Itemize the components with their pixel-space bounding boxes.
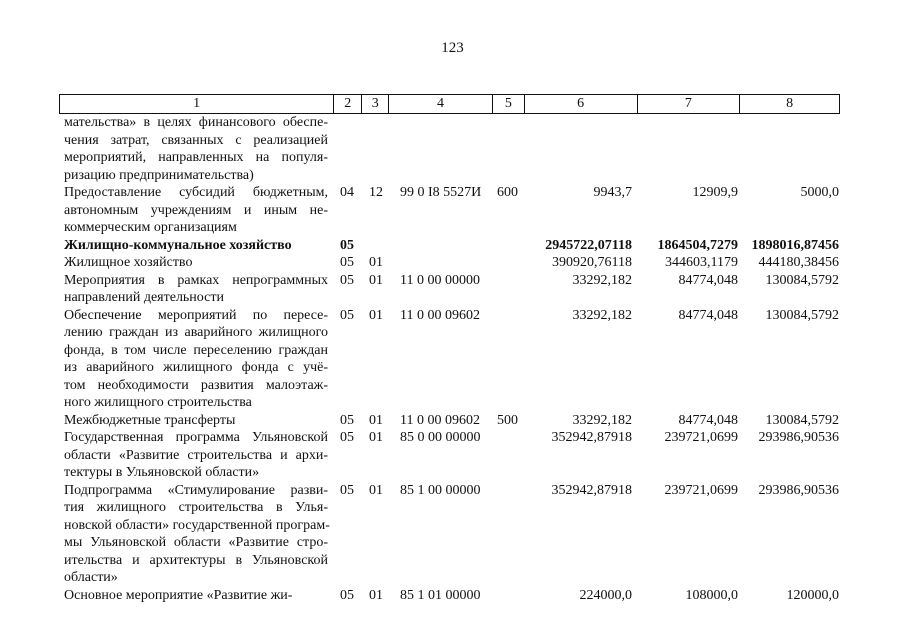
row-cell-v8: 130084,5792 <box>765 412 839 428</box>
row-cell-v8: 293986,90536 <box>758 430 839 445</box>
table-row <box>0 587 905 605</box>
header-cell-3: 3 <box>362 95 389 113</box>
row-cell-pr: 01 <box>369 272 383 288</box>
row-name-line: фонда, в том числе переселению граждан <box>64 342 328 358</box>
row-cell-v6: 2945722,07118 <box>545 237 632 253</box>
row-name <box>64 587 328 605</box>
row-cell-csr: 11 0 00 09602 <box>400 412 480 428</box>
row-cell-rz: 05 <box>340 307 354 323</box>
row-cell-pr: 01 <box>369 587 383 603</box>
row-name-line: ительства и архитектуры в Ульяновской <box>64 552 328 568</box>
row-cell-v8: 444180,38456 <box>758 255 839 270</box>
row-name-line: мероприятий, направленных на популя- <box>64 150 328 165</box>
row-name-line: области» <box>64 570 118 585</box>
row-name-line: тия жилищного строительства в Улья- <box>64 500 328 515</box>
row-cell-pr: 01 <box>369 307 383 323</box>
row-name <box>64 254 328 272</box>
row-cell-pr: 01 <box>369 412 383 428</box>
table-header-row <box>59 94 840 114</box>
row-name-line: Предоставление субсидий бюджетным, <box>64 185 328 200</box>
row-cell-v7: 239721,0699 <box>664 482 738 498</box>
row-name-line: новской области» государственной програм- <box>64 517 330 533</box>
row-name-line: области «Развитие строительства и архи- <box>64 447 328 463</box>
table-row <box>0 482 905 587</box>
row-cell-vr: 600 <box>497 185 518 200</box>
table-row <box>0 272 905 307</box>
table-row <box>0 184 905 237</box>
row-cell-pr: 01 <box>369 482 383 498</box>
row-cell-v7: 239721,0699 <box>664 430 738 445</box>
row-cell-v7: 84774,048 <box>678 272 738 288</box>
row-name-line: ного жилищного строительства <box>64 395 252 410</box>
row-name-line: из аварийного жилищного фонда с учё- <box>64 360 328 375</box>
row-cell-v7: 84774,048 <box>678 412 738 428</box>
row-cell-v6: 352942,87918 <box>551 430 632 445</box>
row-cell-v6: 33292,182 <box>572 412 632 428</box>
row-cell-v8: 293986,90536 <box>758 482 839 498</box>
row-cell-vr: 500 <box>497 412 518 428</box>
row-cell-rz: 05 <box>340 255 354 270</box>
table-row <box>0 429 905 482</box>
row-name <box>64 237 328 255</box>
page-number: 123 <box>441 40 464 56</box>
table-row <box>0 237 905 255</box>
row-name-line: мы Ульяновской области «Развитие стро- <box>64 535 328 550</box>
row-name-line: чения затрат, связанных с реализацией <box>64 132 328 148</box>
row-cell-v6: 352942,87918 <box>551 482 632 498</box>
row-cell-v7: 344603,1179 <box>665 255 738 270</box>
row-name <box>64 114 328 184</box>
row-cell-v8: 120000,0 <box>786 587 839 603</box>
row-name <box>64 429 328 482</box>
row-name-line: лению граждан из аварийного жилищного <box>64 325 328 340</box>
row-cell-rz: 04 <box>340 185 354 200</box>
row-name-line: Государственная программа Ульяновской <box>64 430 328 445</box>
row-cell-csr: 11 0 00 00000 <box>400 272 480 288</box>
row-cell-csr: 11 0 00 09602 <box>400 307 480 323</box>
row-cell-pr: 12 <box>369 185 383 200</box>
row-name-line: Межбюджетные трансферты <box>64 412 236 428</box>
row-cell-v7: 84774,048 <box>678 307 738 323</box>
row-cell-v8: 130084,5792 <box>765 307 839 323</box>
table-row <box>0 307 905 412</box>
table-row <box>0 254 905 272</box>
row-cell-rz: 05 <box>340 587 354 603</box>
row-cell-pr: 01 <box>369 255 383 270</box>
row-cell-v7: 108000,0 <box>685 587 738 603</box>
row-name <box>64 184 328 237</box>
row-name <box>64 272 328 307</box>
row-name-line: направлений деятельности <box>64 290 224 305</box>
row-cell-rz: 05 <box>340 237 354 253</box>
row-cell-v6: 390920,76118 <box>552 255 632 270</box>
row-cell-csr: 85 1 00 00000 <box>400 482 481 498</box>
row-name <box>64 412 328 430</box>
table-row <box>0 412 905 430</box>
table-row <box>0 114 905 184</box>
row-cell-v7: 1864504,7279 <box>657 237 738 253</box>
row-cell-v8: 130084,5792 <box>765 272 839 288</box>
header-cell-4: 4 <box>389 95 493 113</box>
row-name-line: Жилищно-коммунальное хозяйство <box>64 237 292 253</box>
row-cell-v8: 1898016,87456 <box>751 237 839 253</box>
row-cell-v6: 33292,182 <box>572 307 632 323</box>
row-cell-rz: 05 <box>340 272 354 288</box>
row-name-line: тектуры в Ульяновской области» <box>64 465 260 480</box>
header-cell-6: 6 <box>525 95 638 113</box>
header-cell-8: 8 <box>786 96 794 111</box>
row-name <box>64 307 328 412</box>
row-cell-csr: 99 0 I8 5527И <box>400 185 482 200</box>
row-name-line: ризацию предпринимательства) <box>64 167 254 183</box>
row-cell-pr: 01 <box>369 430 383 445</box>
row-cell-v8: 5000,0 <box>800 185 839 200</box>
row-cell-csr: 85 0 00 00000 <box>400 430 481 445</box>
header-cell-7: 7 <box>638 95 741 113</box>
row-cell-v6: 224000,0 <box>579 587 632 603</box>
header-cell-2: 2 <box>334 95 362 113</box>
header-cell-5: 5 <box>493 95 525 113</box>
row-cell-v6: 9943,7 <box>593 185 632 200</box>
row-name-line: Жилищное хозяйство <box>64 255 193 270</box>
row-name-line: мательства» в целях финансового обеспе- <box>64 115 328 130</box>
row-cell-csr: 85 1 01 00000 <box>400 587 481 603</box>
header-cell-1: 1 <box>60 95 334 113</box>
row-name-line: коммерческим организациям <box>64 220 237 235</box>
row-name-line: Подпрограмма «Стимулирование разви- <box>64 482 328 498</box>
row-name <box>64 482 328 587</box>
row-name-line: Обеспечение мероприятий по пересе- <box>64 307 328 323</box>
row-cell-rz: 05 <box>340 412 354 428</box>
row-name-line: автономным учреждениям и иным не- <box>64 202 328 218</box>
row-name-line: Мероприятия в рамках непрограммных <box>64 272 328 288</box>
row-name-line: Основное мероприятие «Развитие жи- <box>64 587 293 603</box>
row-name-line: том необходимости развития малоэтаж- <box>64 377 328 393</box>
row-cell-rz: 05 <box>340 482 354 498</box>
row-cell-v7: 12909,9 <box>692 185 738 200</box>
row-cell-rz: 05 <box>340 430 354 445</box>
row-cell-v6: 33292,182 <box>572 272 632 288</box>
